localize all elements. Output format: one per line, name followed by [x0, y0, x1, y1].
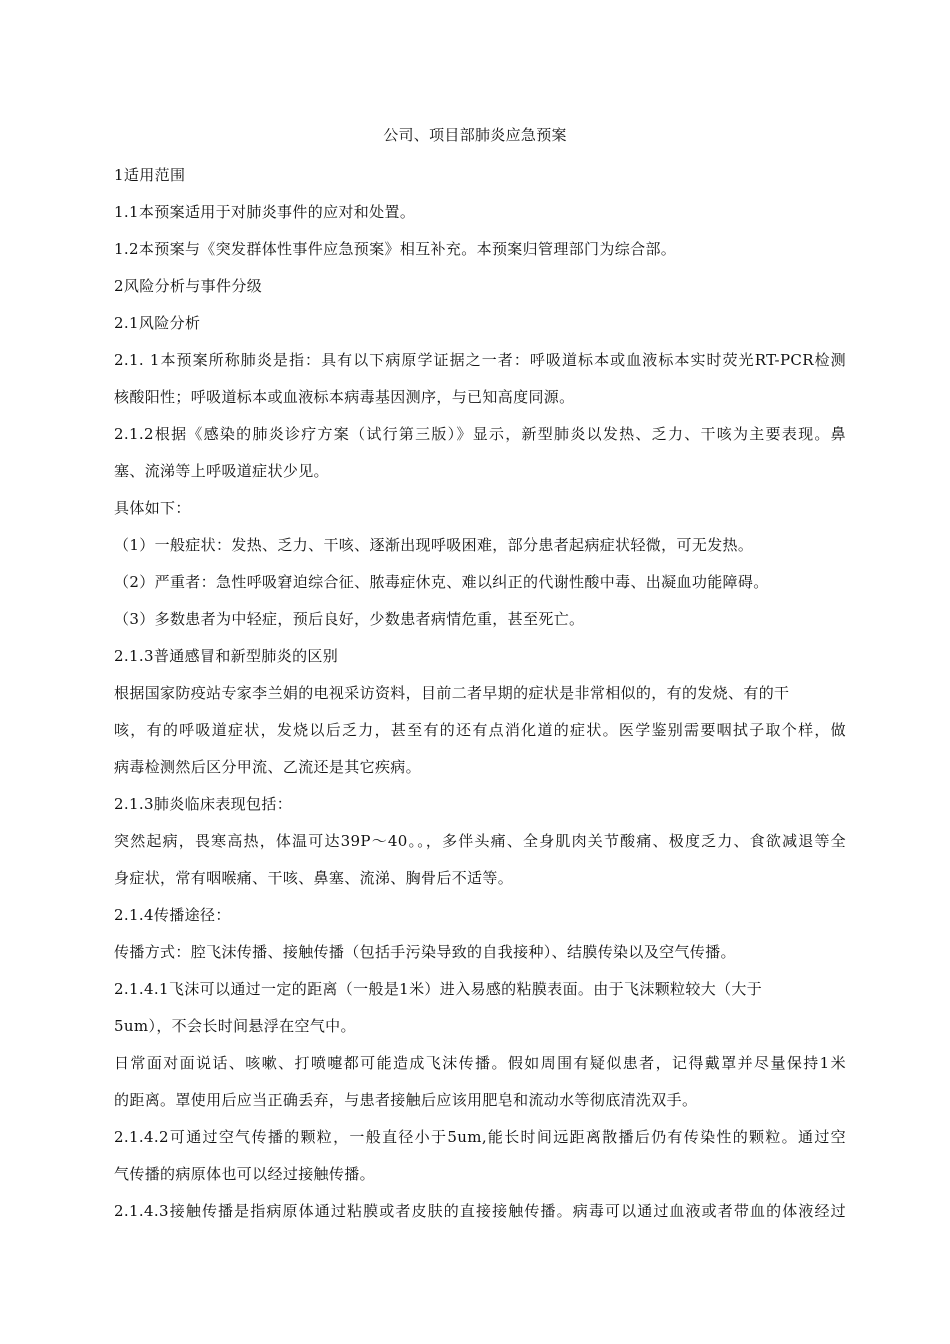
document-title: 公司、项目部肺炎应急预案	[383, 126, 567, 144]
text-line: （2）严重者：急性呼吸窘迫综合征、脓毒症休克、难以纠正的代谢性酸中毒、出凝血功能障碍。	[114, 573, 769, 591]
text-line: 日常面对面说话、咳嗽、打喷嚏都可能造成飞沫传播。假如周围有疑似患者，记得戴罩并尽量保持1米	[114, 1054, 846, 1072]
text-line: （1）一般症状：发热、乏力、干咳、逐渐出现呼吸困难，部分患者起病症状轻微，可无发热。	[114, 536, 754, 554]
text-line: 2风险分析与事件分级	[114, 277, 263, 295]
text-line: 2.1.2根据《感染的肺炎诊疗方案（试行第三版）》显示，新型肺炎以发热、乏力、干咳为主要表现。鼻	[114, 425, 846, 443]
text-line: 气传播的病原体也可以经过接触传播。	[114, 1165, 375, 1183]
text-line: 的距离。罩使用后应当正确丢弃，与患者接触后应该用肥皂和流动水等彻底清洗双手。	[114, 1091, 698, 1109]
text-line: 病毒检测然后区分甲流、乙流还是其它疾病。	[114, 758, 422, 776]
text-line: 根据国家防疫站专家李兰娟的电视采访资料，目前二者早期的症状是非常相似的，有的发烧、有的干	[114, 684, 790, 702]
text-line: 咳，有的呼吸道症状，发烧以后乏力，甚至有的还有点消化道的症状。医学鉴别需要咽拭子取个样，做	[114, 721, 846, 739]
text-line: 1.1本预案适用于对肺炎事件的应对和处置。	[114, 203, 416, 221]
text-line: 2.1. 1本预案所称肺炎是指：具有以下病原学证据之一者：呼吸道标本或血液标本实时荧光RT-PCR检测	[114, 351, 846, 369]
text-line: 2.1.4.2可通过空气传播的颗粒，一般直径小于5um,能长时间远距离散播后仍有传染性的颗粒。通过空	[114, 1128, 846, 1146]
text-line: 1适用范围	[114, 166, 186, 184]
text-line: 核酸阳性；呼吸道标本或血液标本病毒基因测序，与已知高度同源。	[114, 388, 575, 406]
text-line: 2.1.4传播途径：	[114, 906, 231, 924]
text-line: 突然起病，畏寒高热，体温可达39P〜40。。，多伴头痛、全身肌肉关节酸痛、极度乏力、食欲减退等全	[114, 832, 846, 850]
text-line: 传播方式：腔飞沫传播、接触传播（包括手污染导致的自我接种）、结膜传染以及空气传播。	[114, 943, 736, 961]
text-line: 5um），不会长时间悬浮在空气中。	[114, 1017, 356, 1035]
document-body	[114, 157, 846, 1230]
text-line: 2.1.3肺炎临床表现包括：	[114, 795, 293, 813]
text-line: 1.2本预案与《突发群体性事件应急预案》相互补充。本预案归管理部门为综合部。	[114, 240, 677, 258]
text-line: 2.1.4.1飞沫可以通过一定的距离（一般是1米）进入易感的粘膜表面。由于飞沫颗粒较大（大于	[114, 980, 763, 998]
text-line: （3）多数患者为中轻症，预后良好，少数患者病情危重，甚至死亡。	[114, 610, 585, 628]
text-line: 具体如下：	[114, 499, 191, 517]
text-line: 塞、流涕等上呼吸道症状少见。	[114, 462, 329, 480]
text-line: 2.1风险分析	[114, 314, 201, 332]
text-line: 2.1.4.3接触传播是指病原体通过粘膜或者皮肤的直接接触传播。病毒可以通过血液或者带血的体液经过	[114, 1202, 846, 1220]
text-line: 2.1.3普通感冒和新型肺炎的区别	[114, 647, 339, 665]
text-line: 身症状，常有咽喉痛、干咳、鼻塞、流涕、胸骨后不适等。	[114, 869, 514, 887]
